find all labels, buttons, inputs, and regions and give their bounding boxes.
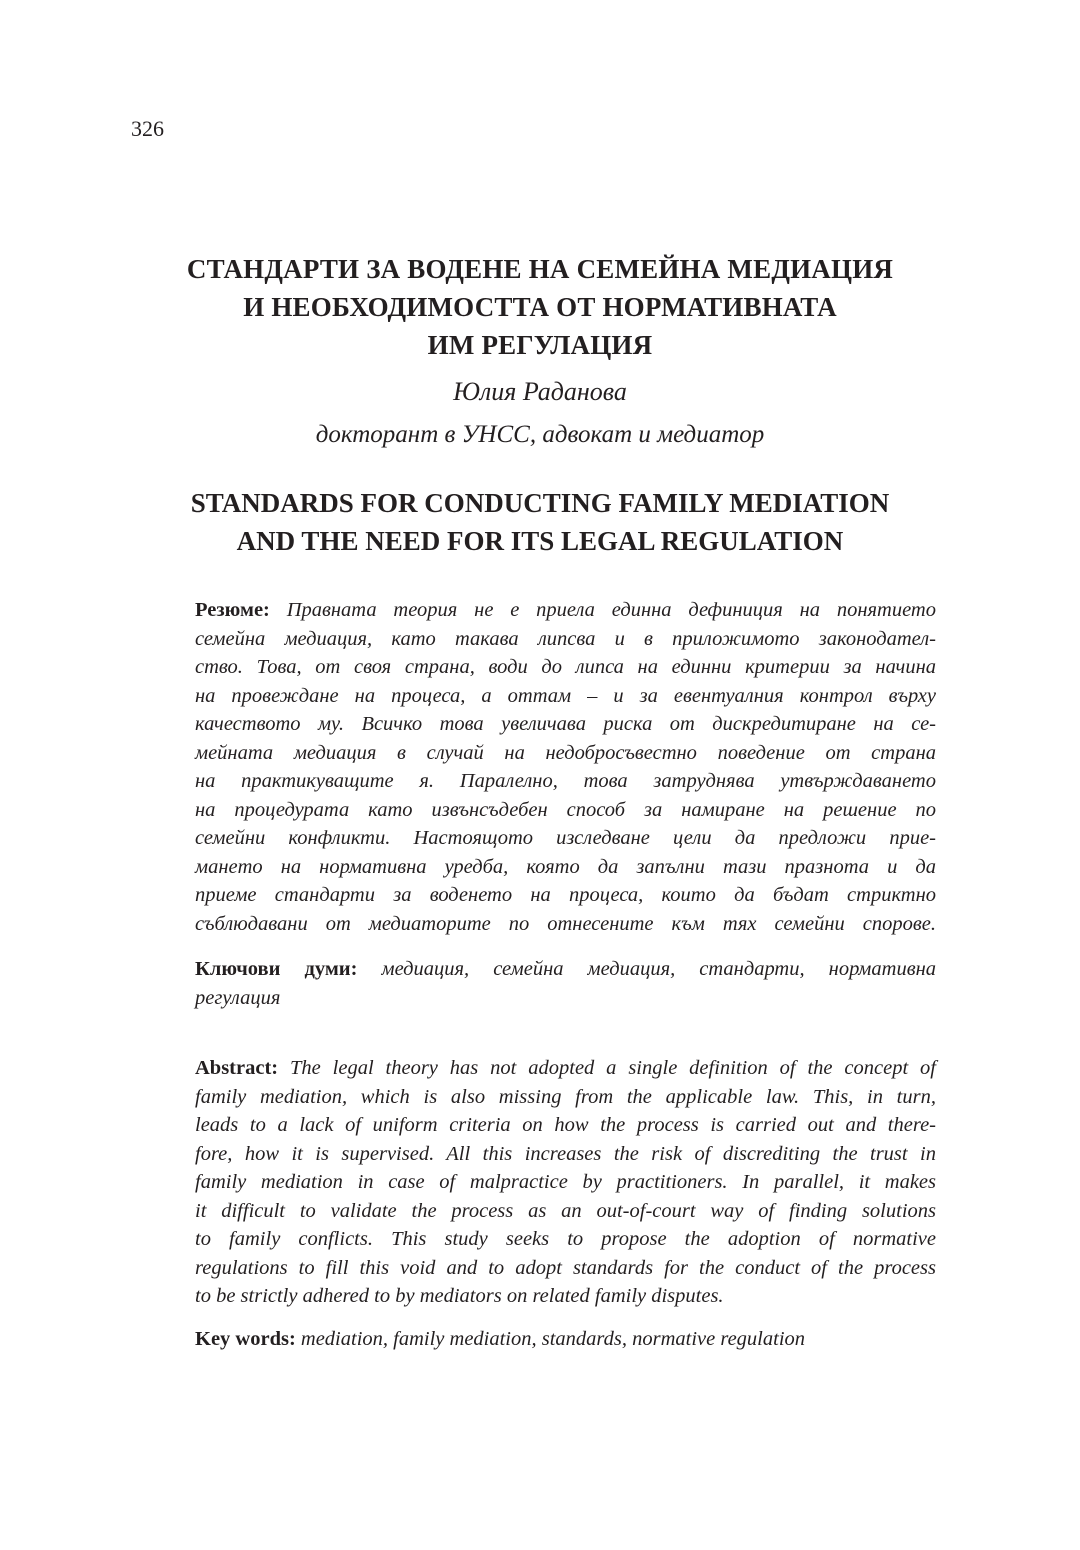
summary-line: мейната медиация в случай на недобросъвестно поведение от страна — [195, 741, 936, 764]
summary-line: манeто на нормативна уредба, която да запълни тази празнота и да — [195, 855, 936, 878]
abstract-line: to family conflicts. This study seeks to propose the adoption of normative — [195, 1228, 936, 1250]
abstract-line: family mediation, which is also missing from the applicable law. This, in turn, — [195, 1085, 936, 1108]
summary-line: семейни конфликти. Настоящото изследване цели да предложи прие- — [195, 827, 936, 849]
keywords-english — [195, 1325, 936, 1354]
summary-line: приеме стандарти за воденето на процеса, които да бъдат стриктно — [195, 884, 936, 906]
summary-line: ство. Това, от своя страна, води до липса на единни критерии за начина — [195, 656, 936, 678]
author-name: Юлия Раданова — [453, 377, 627, 406]
title-en-line: AND THE NEED FOR ITS LEGAL REGULATION — [236, 526, 844, 556]
summary-text: Правната теория не е приела единна дефиниция на понятието — [286, 599, 936, 621]
abstract-line: family mediation in case of malpractice by practitioners. In parallel, it makes — [195, 1171, 936, 1193]
title-en-line: STANDARDS FOR CONDUCTING FAMILY MEDIATION — [190, 488, 890, 518]
summary-bulgarian — [195, 596, 936, 938]
abstract-line: to be strictly adhered to by mediators on related family disputes. — [195, 1285, 724, 1307]
keywords-bg-line — [195, 955, 936, 984]
summary-line — [195, 596, 936, 625]
author-affiliation: докторант в УНСС, адвокат и медиатор — [315, 421, 765, 448]
summary-label: Резюме: — [195, 599, 270, 621]
keywords-bg-text: медиация, семейна медиация, стандарти, нормативна — [381, 958, 937, 980]
summary-line: съблюдавани от медиаторите по отнесените към тях семейни спорове. — [195, 912, 936, 935]
keywords-en-label: Key words: — [195, 1328, 296, 1350]
abstract-line: regulations to fill this void and to adopt standards for the conduct of the process — [195, 1256, 936, 1279]
abstract-line: fore, how it is supervised. All this increases the risk of discrediting the trust in — [195, 1142, 936, 1165]
title-bg-line: И НЕОБХОДИМОСТТА ОТ НОРМАТИВНАТА — [243, 292, 837, 322]
title-bg-line: СТАНДАРТИ ЗА ВОДЕНЕ НА СЕМЕЙНА МЕДИАЦИЯ — [186, 254, 894, 284]
abstract-text: The legal theory has not adopted a single definition of the concept of — [290, 1057, 936, 1079]
abstract-line — [195, 1054, 936, 1083]
keywords-bg-line: регулация — [195, 986, 281, 1009]
summary-line: на провеждане на процеса, а оттам – и за евентуалния контрол върху — [195, 684, 936, 707]
abstract-line: it difficult to validate the process as an out-of-court way of finding solutions — [195, 1199, 936, 1222]
keywords-en-text: mediation, family mediation, standards, normative regulation — [300, 1328, 806, 1350]
summary-line: на процедурата като извънсъдебен способ за намиране на решение по — [195, 798, 936, 821]
abstract-english — [195, 1054, 936, 1311]
title-bulgarian — [0, 250, 1080, 364]
abstract-line: leads to a lack of uniform criteria on how the process is carried out and there- — [195, 1114, 936, 1136]
summary-line: семейна медиация, като такава липсва и в приложимото законодател- — [195, 627, 936, 650]
keywords-bulgarian — [195, 955, 936, 1012]
abstract-label: Abstract: — [195, 1057, 279, 1079]
page-number: 326 — [131, 116, 164, 141]
summary-line: на практикуващите я. Паралелно, това затруднява утвърждаването — [195, 770, 936, 792]
summary-line: качеството му. Всичко това увеличава риска от дискредитиране на се- — [195, 713, 936, 735]
keywords-bg-label: Ключови думи: — [195, 958, 358, 980]
keywords-en-line — [195, 1325, 936, 1354]
title-bg-line: ИМ РЕГУЛАЦИЯ — [427, 330, 653, 360]
title-english — [0, 484, 1080, 560]
